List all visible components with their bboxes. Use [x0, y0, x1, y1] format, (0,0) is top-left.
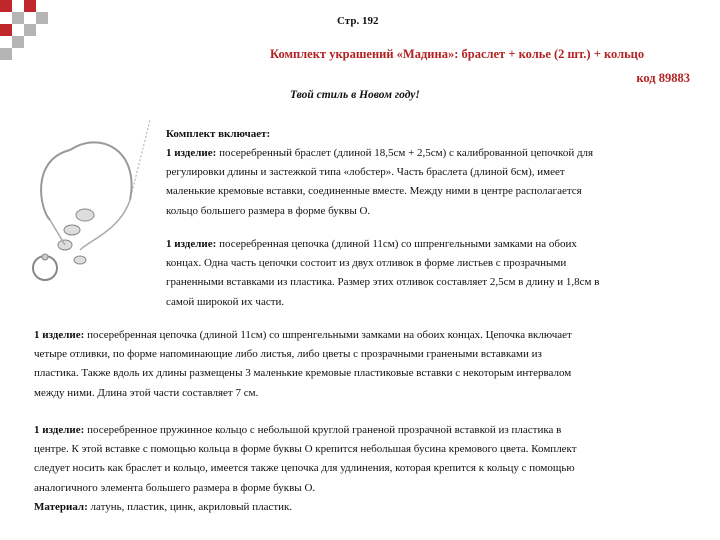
corner-decoration — [0, 0, 60, 60]
item-4: 1 изделие: посеребренное пружинное кольцо с небольшой круглой граненой прозрачной вставкой из пластика в центре. К этой вставке с помощью кольца в форме буквы О крепится небольшая бусина кремового цвета. Комплект следует носить как браслет и кольцо, имеется также цепочка для удлинения, которая крепится к кольцу с помощью аналогичного элемента большего размера в форме буквы О. Материал: латунь, пластик, цинк, акриловый пластик. — [34, 424, 577, 513]
product-title: Комплект украшений «Мадина»: браслет + колье (2 шт.) + кольцо — [270, 47, 645, 61]
item-2: 1 изделие: посеребренная цепочка (длиной 11см) со шпренгельными замками на обоих концах. Одна часть цепочки состоит из двух отливок в форме листьев с прозрачными граненными вставками из пластика. Размер этих отливок составляет 2,5см в длину и 1,8см в самой широкой их части. — [166, 238, 600, 308]
product-code: код 89883 — [636, 71, 690, 85]
item-3: 1 изделие: посеребренная цепочка (длиной 11см) со шпренгельными замками на обоих концах. Цепочка включает четыре отливки, по форме напоминающие либо листья, либо цветы с прозрачными гранеными вставками из пластика. Также вдоль их длины размещены 3 маленькие кремовые пластиковые вставки с некоторым интервалом между ними. Длина этой части составляет 7 см. — [34, 329, 572, 399]
page-number: Стр. 192 — [337, 15, 379, 27]
item-1: 1 изделие: посеребренный браслет (длиной 18,5см + 2,5см) с калиброванной цепочкой для регулировки длины и застежкой типа «лобстер». Часть браслета (длиной 6см), имеет маленькие кремовые вставки, соединенные вместе. Между ними в центре располагается кольцо большего размера в форме буквы О. — [166, 147, 594, 217]
slogan: Твой стиль в Новом году! — [290, 89, 420, 101]
bracelet-image — [10, 90, 160, 300]
material-line: Материал: латунь, пластик, цинк, акриловый пластик. — [34, 500, 293, 513]
includes-heading: Комплект включает: — [166, 128, 271, 140]
